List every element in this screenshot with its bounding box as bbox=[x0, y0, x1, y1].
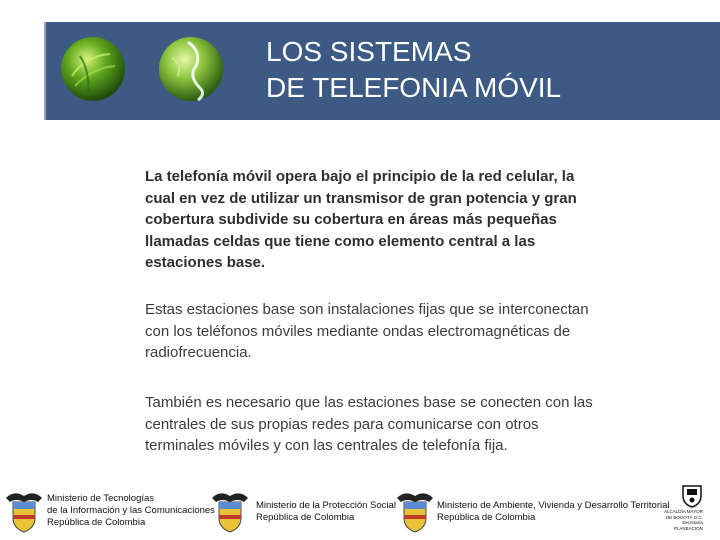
colombia-coat-of-arms-icon bbox=[210, 488, 250, 534]
footer-logos bbox=[0, 480, 720, 540]
page-title bbox=[266, 34, 561, 106]
green-puzzle-orb-icon bbox=[158, 36, 224, 102]
footer-ambiente-label: Ministerio de Ambiente, Vivienda y Desarrollo Territorial República de Colombia bbox=[437, 500, 670, 523]
paragraph-cellular-principle: La telefonía móvil opera bajo el principio de la red celular, la cual en vez de utilizar un transmisor de gran potencia y gran cobertura subdivide su cobertura en áreas más pequeñas llamadas celdas que tiene como elemento central a las estaciones base. bbox=[145, 168, 577, 271]
paragraph-base-stations: Estas estaciones base son instalaciones fijas que se interconectan con los teléfonos móviles mediante ondas electromagnéticas de radiofrecuencia. bbox=[145, 301, 589, 361]
green-leaf-orb-icon bbox=[60, 36, 126, 102]
footer-bogota-label: ALCALDÍA MAYOR DE BOGOTÁ D.C. Secretaría PLANEACIÓN bbox=[664, 509, 703, 531]
bogota-seal-icon bbox=[680, 482, 704, 508]
title-line-1: LOS SISTEMAS bbox=[266, 36, 472, 67]
header-banner bbox=[44, 22, 720, 120]
colombia-coat-of-arms-icon bbox=[395, 488, 435, 534]
footer-proteccion-social-label: Ministerio de la Protección Social República de Colombia bbox=[256, 500, 396, 523]
colombia-coat-of-arms-icon bbox=[4, 488, 44, 534]
footer-mintic-label: Ministerio de Tecnologías de la Información y las Comunicaciones República de Colombia bbox=[47, 493, 215, 528]
paragraph-central-connection: También es necesario que las estaciones base se conecten con las centrales de sus propias redes para comunicarse con otros terminales móviles y con las centrales de telefonía fija. bbox=[145, 394, 593, 454]
title-line-2: DE TELEFONIA MÓVIL bbox=[266, 72, 562, 103]
